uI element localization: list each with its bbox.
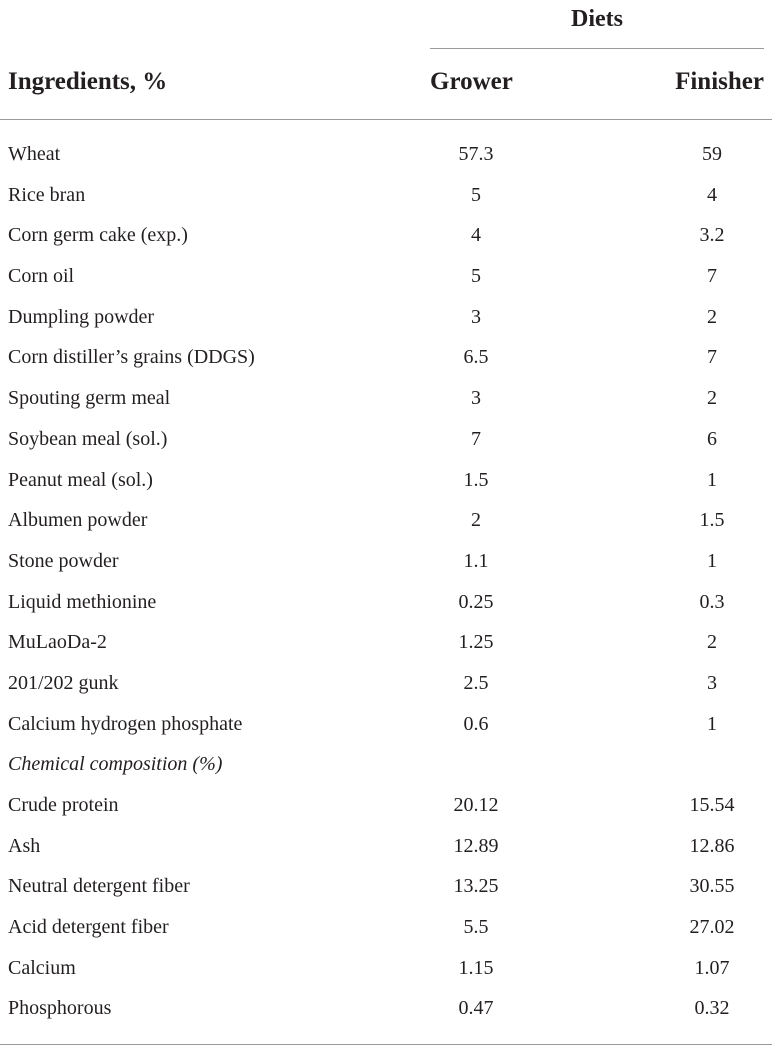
grower-value: 1.5	[463, 468, 489, 491]
section-heading: Chemical composition (%)	[8, 753, 223, 776]
table-row	[0, 419, 772, 460]
footer-divider	[0, 1044, 772, 1045]
finisher-value: 30.55	[689, 875, 735, 898]
finisher-value: 2	[707, 631, 717, 654]
ingredient-name: Dumpling powder	[8, 305, 155, 328]
ingredient-name: Phosphorous	[8, 997, 112, 1020]
ingredient-name: Liquid methionine	[8, 590, 157, 613]
table-row	[0, 297, 772, 338]
finisher-value: 15.54	[689, 794, 735, 816]
table-row	[0, 704, 772, 745]
ingredient-name: Stone powder	[8, 549, 119, 572]
ingredient-name: Peanut meal (sol.)	[8, 468, 153, 491]
finisher-value: 1	[707, 549, 717, 572]
ingredient-name: Rice bran	[8, 183, 86, 206]
finisher-value: 1.07	[694, 956, 730, 979]
finisher-value: 4	[707, 183, 717, 206]
diets-group-header	[430, 0, 764, 49]
ingredient-name: Wheat	[8, 143, 61, 165]
grower-value: 7	[471, 427, 481, 450]
ingredient-name: 201/202 gunk	[8, 671, 119, 694]
finisher-value: 3	[707, 671, 717, 694]
finisher-value: 2	[707, 387, 717, 410]
ingredient-name: Acid detergent fiber	[8, 916, 169, 939]
table-row	[0, 622, 772, 663]
table-row	[0, 988, 772, 1029]
ingredient-name: Ash	[8, 834, 41, 857]
table-row	[0, 541, 772, 582]
grower-value: 3	[471, 387, 481, 410]
finisher-value: 7	[707, 346, 717, 369]
table-row	[0, 134, 772, 175]
diets-group-label: Diets	[571, 6, 623, 32]
finisher-value: 0.3	[699, 590, 725, 613]
ingredient-name: Calcium hydrogen phosphate	[8, 712, 243, 735]
table-row	[0, 337, 772, 378]
finisher-value: 3.2	[699, 224, 725, 247]
grower-value: 4	[471, 224, 481, 247]
finisher-value: 1	[707, 712, 717, 735]
grower-value: 1.15	[458, 956, 494, 979]
table-row	[0, 785, 772, 826]
ingredient-name: Soybean meal (sol.)	[8, 427, 168, 450]
grower-value: 2	[471, 509, 481, 532]
finisher-value: 1.5	[699, 509, 725, 532]
ingredient-name: Albumen powder	[8, 509, 148, 532]
grower-value: 57.3	[458, 143, 494, 165]
ingredient-name: Crude protein	[8, 794, 119, 816]
grower-value: 2.5	[463, 671, 489, 694]
grower-value: 1.1	[463, 549, 489, 572]
table-row	[0, 663, 772, 704]
ingredient-name: Corn oil	[8, 265, 75, 288]
grower-value: 3	[471, 305, 481, 328]
column-header-grower: Grower	[430, 68, 513, 95]
ingredient-name: Corn germ cake (exp.)	[8, 224, 188, 247]
finisher-value: 12.86	[689, 834, 735, 857]
ingredient-name: MuLaoDa-2	[8, 631, 107, 654]
table-row	[0, 907, 772, 948]
grower-value: 5	[471, 265, 481, 288]
table-row	[0, 215, 772, 256]
grower-value: 0.47	[458, 997, 494, 1020]
finisher-value: 2	[707, 305, 717, 328]
grower-value: 13.25	[453, 875, 499, 898]
finisher-value: 7	[707, 265, 717, 288]
finisher-value: 0.32	[694, 997, 730, 1020]
grower-value: 1.25	[458, 631, 494, 654]
ingredient-name: Spouting germ meal	[8, 387, 171, 410]
table-row	[0, 948, 772, 989]
grower-value: 0.6	[463, 712, 489, 735]
table-row	[0, 175, 772, 216]
grower-value: 6.5	[463, 346, 489, 369]
ingredient-name: Calcium	[8, 956, 76, 979]
grower-value: 12.89	[453, 834, 499, 857]
finisher-value: 1	[707, 468, 717, 491]
finisher-value: 59	[702, 143, 722, 165]
table-row	[0, 460, 772, 501]
finisher-value: 6	[707, 427, 717, 450]
column-header-ingredients: Ingredients, %	[8, 68, 168, 95]
table-body	[0, 134, 772, 1029]
grower-value: 5	[471, 183, 481, 206]
grower-value: 20.12	[453, 794, 499, 816]
table-row	[0, 378, 772, 419]
finisher-value: 27.02	[689, 916, 735, 939]
table-row	[0, 256, 772, 297]
table-row	[0, 582, 772, 623]
grower-value: 0.25	[458, 590, 494, 613]
table-row	[0, 500, 772, 541]
ingredient-name: Neutral detergent fiber	[8, 875, 190, 898]
column-header-finisher: Finisher	[675, 68, 764, 95]
grower-value: 5.5	[463, 916, 489, 939]
ingredient-name: Corn distiller’s grains (DDGS)	[8, 346, 255, 369]
table-row	[0, 866, 772, 907]
table-row	[0, 826, 772, 867]
header-divider	[0, 119, 772, 120]
section-heading-row	[0, 744, 772, 785]
